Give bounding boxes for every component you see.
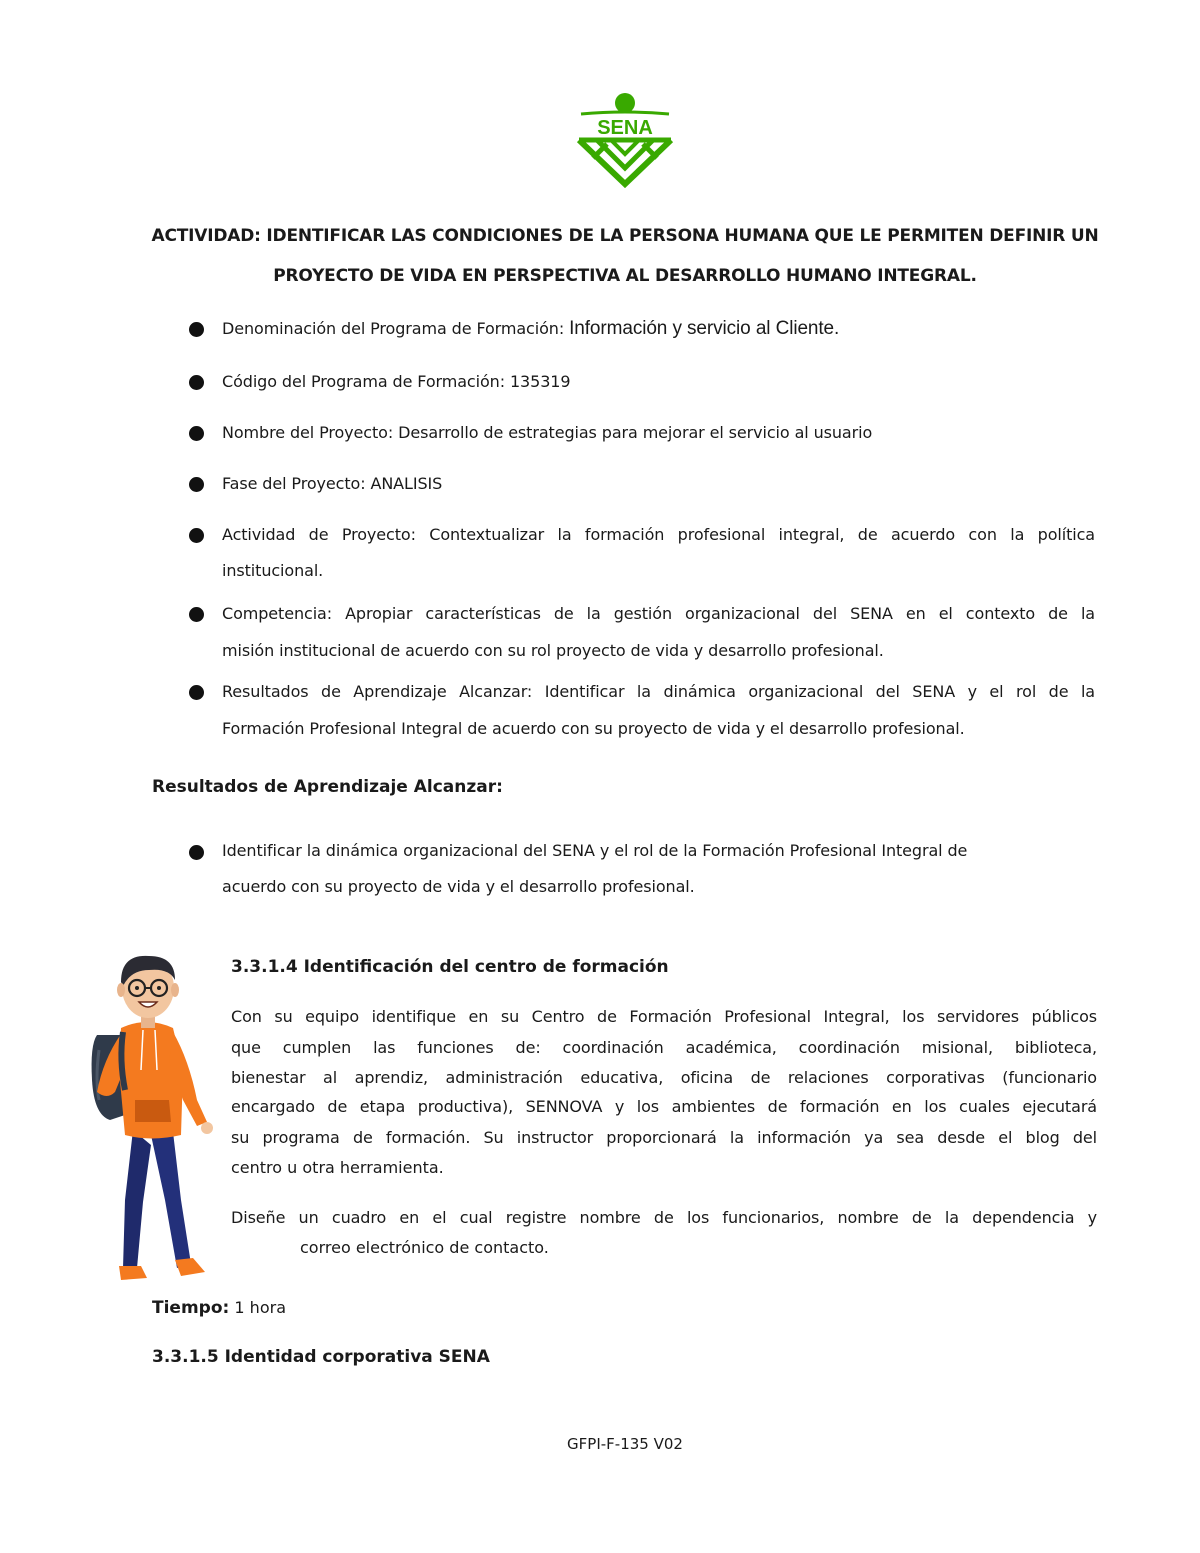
bullet-icon <box>189 477 204 492</box>
task-line-2: correo electrónico de contacto. <box>300 1238 549 1257</box>
time-allotted: Tiempo: 1 hora <box>152 1298 286 1318</box>
paragraph-line-4: encargado de etapa productiva), SENNOVA y los ambientes de formación en los cuales ejecutará <box>231 1097 1097 1116</box>
project-name-item: Nombre del Proyecto: Desarrollo de estrategias para mejorar el servicio al usuario <box>222 423 873 442</box>
section-3314-heading: 3.3.1.4 Identificación del centro de formación <box>231 957 669 977</box>
bullet-icon <box>189 685 204 700</box>
learning-results-line-2: Formación Profesional Integral de acuerdo con su proyecto de vida y el desarrollo profesional. <box>222 719 965 738</box>
results-item-line-1: Identificar la dinámica organizacional del SENA y el rol de la Formación Profesional Integral de <box>222 841 968 860</box>
learning-results-line-1: Resultados de Aprendizaje Alcanzar: Identificar la dinámica organizacional del SENA y el rol de la <box>222 682 1095 701</box>
project-activity-line-1: Actividad de Proyecto: Contextualizar la formación profesional integral, de acuerdo con la política <box>222 525 1095 544</box>
competency-line-1: Competencia: Apropiar características de la gestión organizacional del SENA en el contexto de la <box>222 604 1095 623</box>
paragraph-line-1: Con su equipo identifique en su Centro de Formación Profesional Integral, los servidores públicos <box>231 1007 1097 1026</box>
page-title-line-1: ACTIVIDAD: IDENTIFICAR LAS CONDICIONES DE LA PERSONA HUMANA QUE LE PERMITEN DEFINIR UN <box>151 226 1099 246</box>
bullet-icon <box>189 528 204 543</box>
project-phase-item: Fase del Proyecto: ANALISIS <box>222 474 443 493</box>
paragraph-line-2: que cumplen las funciones de: coordinación académica, coordinación misional, biblioteca, <box>231 1038 1097 1057</box>
bullet-icon <box>189 426 204 441</box>
bullet-icon <box>189 322 204 337</box>
results-item-line-2: acuerdo con su proyecto de vida y el desarrollo profesional. <box>222 877 695 896</box>
paragraph-line-6: centro u otra herramienta. <box>231 1158 444 1177</box>
program-name-item: Denominación del Programa de Formación: Información y servicio al Cliente. <box>222 318 840 339</box>
sena-logo <box>575 92 675 188</box>
student-character-illustration <box>85 950 220 1285</box>
program-code-item: Código del Programa de Formación: 135319 <box>222 372 571 391</box>
bullet-icon <box>189 845 204 860</box>
bullet-icon <box>189 375 204 390</box>
paragraph-line-3: bienestar al aprendiz, administración educativa, oficina de relaciones corporativas (funcionario <box>231 1068 1097 1087</box>
paragraph-line-5: su programa de formación. Su instructor proporcionará la información ya sea desde el blog del <box>231 1128 1097 1147</box>
task-line-1: Diseñe un cuadro en el cual registre nombre de los funcionarios, nombre de la dependencia y <box>231 1208 1097 1227</box>
project-activity-line-2: institucional. <box>222 561 324 580</box>
bullet-icon <box>189 607 204 622</box>
document-code-footer: GFPI-F-135 V02 <box>567 1435 683 1453</box>
competency-line-2: misión institucional de acuerdo con su rol proyecto de vida y desarrollo profesional. <box>222 641 884 660</box>
svg-text:SENA: SENA <box>597 117 653 139</box>
results-heading: Resultados de Aprendizaje Alcanzar: <box>152 777 503 797</box>
page-title-line-2: PROYECTO DE VIDA EN PERSPECTIVA AL DESARROLLO HUMANO INTEGRAL. <box>273 266 977 286</box>
section-3315-heading: 3.3.1.5 Identidad corporativa SENA <box>152 1347 490 1367</box>
